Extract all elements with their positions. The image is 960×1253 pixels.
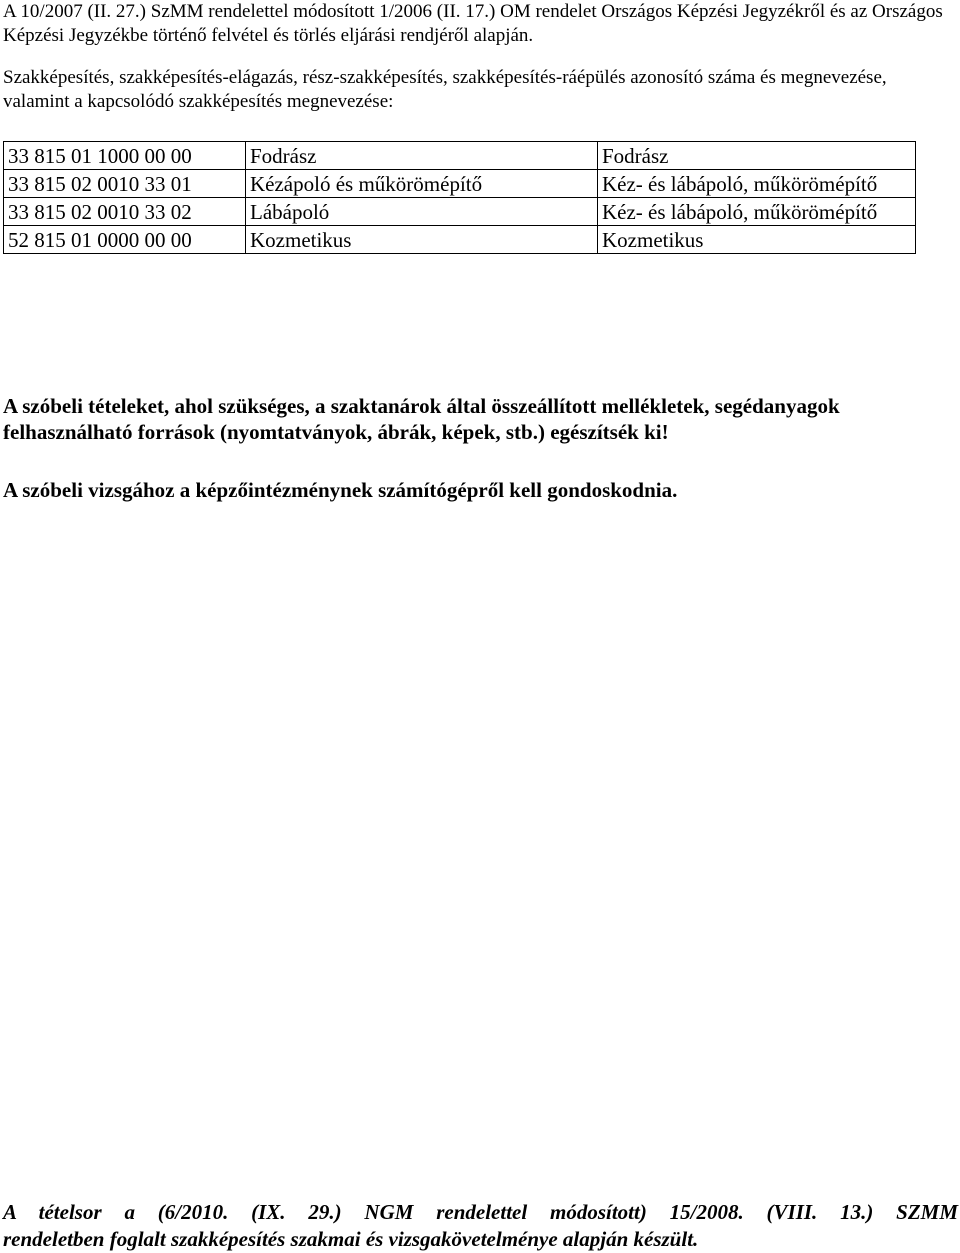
oral-items-note: A szóbeli tételeket, ahol szükséges, a szaktanárok által összeállított mellékletek, segédanyagok felhasználható források (nyomtatványok, ábrák, képek, stb.) egészítsék ki! xyxy=(3,394,840,444)
qualification-name: Fodrász xyxy=(246,142,598,170)
footer-line: A tételsor a (6/2010. (IX. 29.) NGM rendelettel módosított) 15/2008. (VIII. 13.) SZMM xyxy=(3,1200,958,1224)
qualification-name: Lábápoló xyxy=(246,198,598,226)
table-row xyxy=(4,142,916,170)
footer-line: rendeletben foglalt szakképesítés szakmai és vizsgakövetelménye alapján készült. xyxy=(3,1227,699,1251)
related-qualification: Kozmetikus xyxy=(598,226,916,254)
related-qualification: Kéz- és lábápoló, műkörömépítő xyxy=(598,198,916,226)
qualification-name: Kozmetikus xyxy=(246,226,598,254)
qualification-name: Kézápoló és műkörömépítő xyxy=(246,170,598,198)
qualification-code: 52 815 01 0000 00 00 xyxy=(4,226,246,254)
computer-requirement-note: A szóbeli vizsgához a képzőintézménynek számítógépről kell gondoskodnia. xyxy=(3,478,678,502)
qualification-code: 33 815 02 0010 33 01 xyxy=(4,170,246,198)
qualification-description: Szakképesítés, szakképesítés-elágazás, rész-szakképesítés, szakképesítés-ráépülés azonosító száma és megnevezése, valamint a kapcsolódó szakképesítés megnevezése: xyxy=(3,67,887,112)
table-row xyxy=(4,170,916,198)
qualification-table xyxy=(3,141,916,254)
table-row xyxy=(4,226,916,254)
qualification-code: 33 815 01 1000 00 00 xyxy=(4,142,246,170)
related-qualification: Fodrász xyxy=(598,142,916,170)
table-row xyxy=(4,198,916,226)
related-qualification: Kéz- és lábápoló, műkörömépítő xyxy=(598,170,916,198)
intro-paragraph: A 10/2007 (II. 27.) SzMM rendelettel módosított 1/2006 (II. 17.) OM rendelet Országos Képzési Jegyzékről és az Országos Képzési Jegyzékbe történő felvétel és törlés eljárási rendjéről alapján. xyxy=(3,1,943,46)
footer-note xyxy=(3,1199,958,1253)
qualification-code: 33 815 02 0010 33 02 xyxy=(4,198,246,226)
